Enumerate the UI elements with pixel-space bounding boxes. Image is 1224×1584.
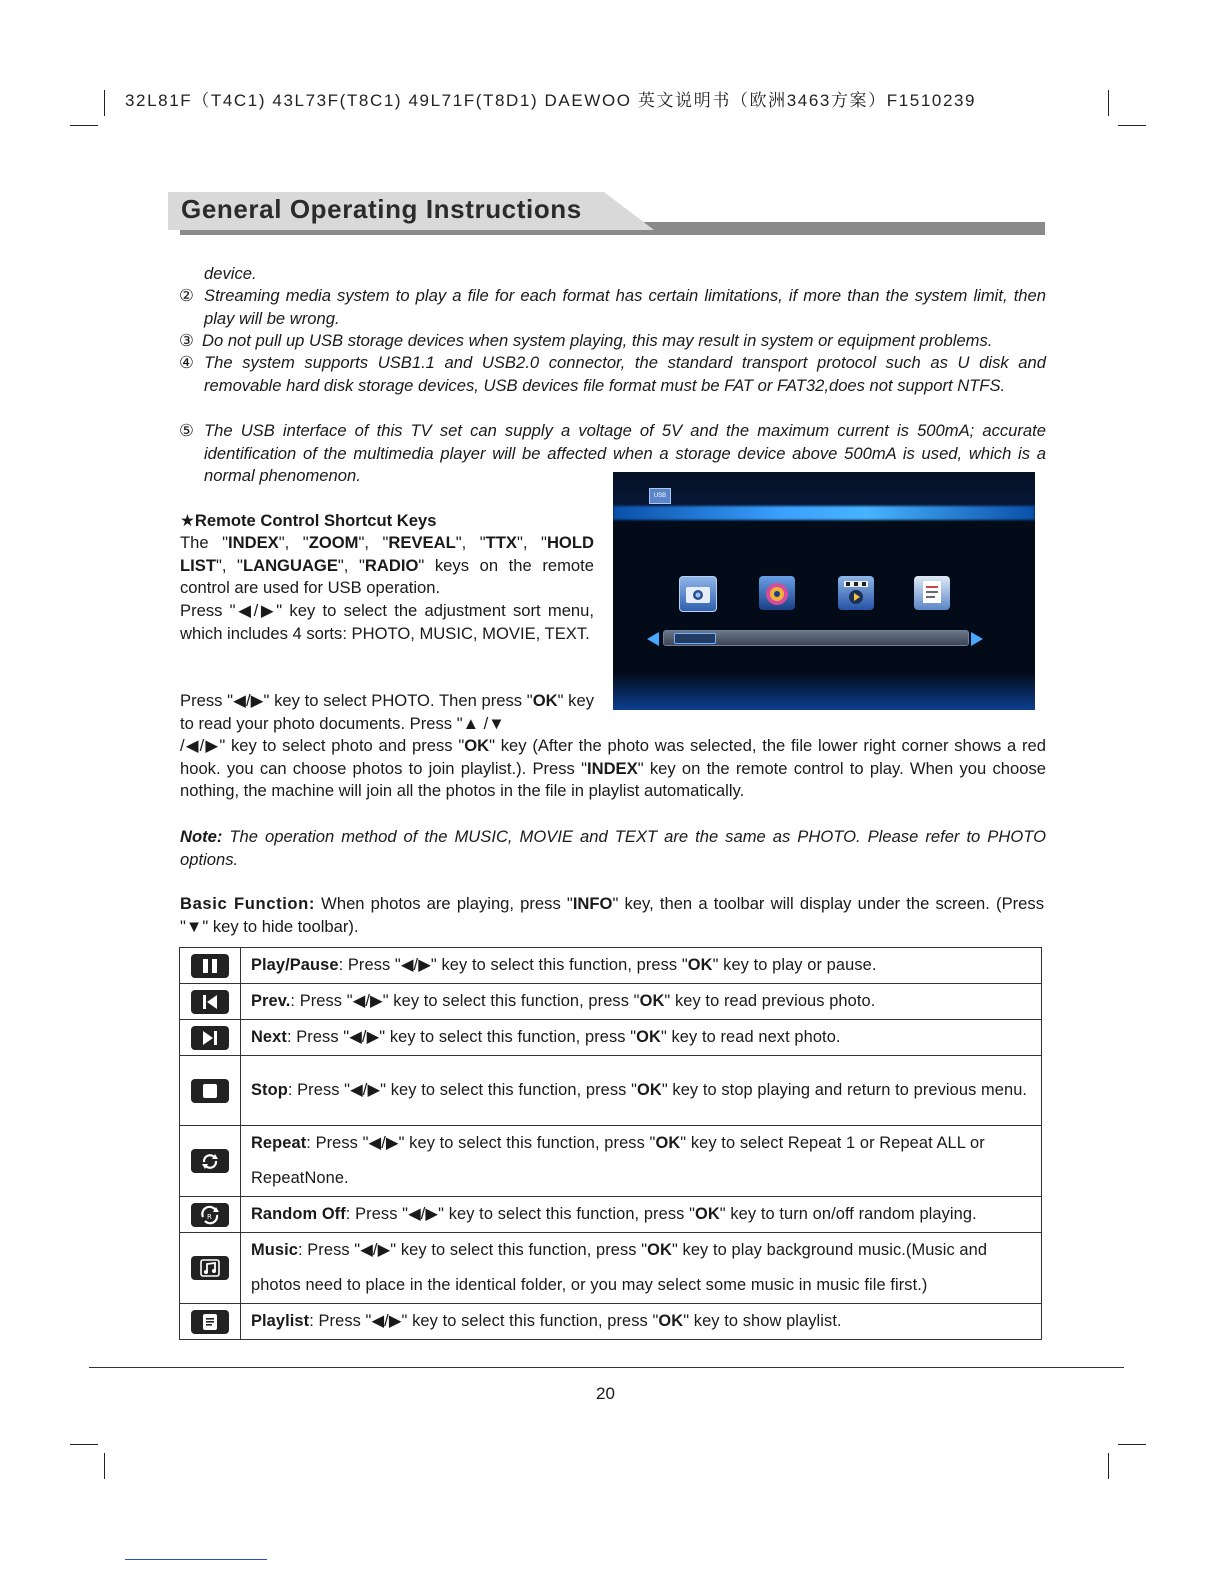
shortcut-paragraph-2: Press "◀/▶" key to select the adjustment sort menu, which includes 4 sorts: PHOTO, MUSIC, MOVIE, TEXT. [180, 601, 594, 643]
footer-rule [89, 1367, 1124, 1368]
crop-mark-top-right-h [1118, 125, 1146, 126]
shortcut-paragraph-3a: Press "◀/▶" key to select PHOTO. Then press "OK" key to read your photo documents. Press "▲ /▼ [180, 691, 594, 733]
basic-function-label: Basic Function: [180, 894, 316, 913]
random-icon [191, 1203, 229, 1227]
prev-icon [191, 990, 229, 1014]
note-text: Streaming media system to play a file for each format has certain limitations, if more than the system limit, then play will be wrong. [204, 286, 1046, 328]
document-header: 32L81F（T4C1) 43L73F(T8C1) 49L71F(T8D1) DAEWOO 英文说明书（欧洲3463方案）F1510239 [125, 91, 977, 110]
decorative-blue-line [125, 1559, 267, 1560]
note-number: ⑤ [179, 421, 194, 440]
basic-function-paragraph: Basic Function: When photos are playing, press "INFO" key, then a toolbar will display under the screen. (Press "▼" key to hide toolbar). [180, 894, 1044, 936]
photo-icon [679, 576, 717, 612]
playlist-icon [191, 1310, 229, 1334]
crop-mark-bottom-right-v [1108, 1453, 1109, 1479]
note-item-2 [179, 285, 1046, 330]
next-icon [191, 1026, 229, 1050]
movie-icon [838, 576, 874, 610]
text-icon [914, 576, 950, 610]
note-number: ④ [179, 353, 194, 372]
note-label: Note: [180, 827, 223, 846]
table-row: Play/Pause: Press "◀/▶" key to select this function, press "OK" key to play or pause. [180, 948, 1042, 984]
tv-right-arrow-icon [971, 632, 983, 646]
note-item-4 [179, 352, 1046, 397]
tv-left-arrow-icon [647, 632, 659, 646]
shortcut-paragraph-1: The "INDEX", "ZOOM", "REVEAL", "TTX", "HOLD LIST", "LANGUAGE", "RADIO" keys on the remote control are used for USB operation. [180, 533, 594, 597]
page-number: 20 [596, 1384, 615, 1403]
repeat-icon [191, 1149, 229, 1173]
tv-bottom-glow [613, 672, 1035, 710]
table-row: Playlist: Press "◀/▶" key to select this function, press "OK" key to show playlist. [180, 1304, 1042, 1340]
tv-media-menu-screenshot [613, 472, 1035, 710]
table-row: R Random Off: Press "◀/▶" key to select this function, press "OK" key to turn on/off random playing. [180, 1197, 1042, 1233]
crop-mark-bottom-left-v [104, 1453, 105, 1479]
crop-mark-bottom-left-h [70, 1444, 98, 1445]
function-table [179, 947, 1042, 1340]
stop-icon [191, 1079, 229, 1103]
tv-selection-thumb [674, 633, 716, 644]
shortcut-paragraph-3b: /◀/▶" key to select photo and press "OK" key (After the photo was selected, the file lower right corner shows a red hook. you can choose photos to join playlist.). Press "INDEX" key on the remote control to play. When you choose nothing, the machine will join all the photos in the file in playlist automatically. [180, 736, 1047, 800]
tv-glow-bar [613, 506, 1035, 520]
table-row: Prev.: Press "◀/▶" key to select this function, press "OK" key to read previous photo. [180, 984, 1042, 1020]
note-text: The system supports USB1.1 and USB2.0 connector, the standard transport protocol such as U disk and removable hard disk storage devices, USB devices file format must be FAT or FAT32,does not support NTFS. [204, 353, 1046, 395]
usb-icon: USB [649, 488, 671, 504]
note-number: ② [179, 286, 194, 305]
note-number: ③ [179, 331, 194, 350]
table-row: Stop: Press "◀/▶" key to select this function, press "OK" key to stop playing and return to previous menu. [180, 1056, 1042, 1126]
pause-icon [191, 954, 229, 978]
note-item-3 [179, 330, 1046, 353]
music-icon [759, 576, 795, 610]
table-row: Repeat: Press "◀/▶" key to select this function, press "OK" key to select Repeat 1 or Repeat ALL or RepeatNone. [180, 1126, 1042, 1197]
section-title: General Operating Instructions [181, 194, 582, 224]
note-text: The USB interface of this TV set can supply a voltage of 5V and the maximum current is 500mA; accurate identification of the multimedia player will be affected when a storage device above 500mA is used, which is a normal phenomenon. [204, 421, 1046, 485]
note-paragraph: Note: The operation method of the MUSIC, MOVIE and TEXT are the same as PHOTO. Please refer to PHOTO options. [180, 827, 1046, 869]
table-row: Next: Press "◀/▶" key to select this function, press "OK" key to read next photo. [180, 1020, 1042, 1056]
crop-mark-top-left-v [104, 90, 105, 116]
crop-mark-top-right-v [1108, 90, 1109, 116]
crop-mark-bottom-right-h [1118, 1444, 1146, 1445]
note-text: Do not pull up USB storage devices when system playing, this may result in system or equipment problems. [202, 331, 993, 350]
music-note-icon [191, 1256, 229, 1280]
svg-text:R: R [207, 1212, 212, 1221]
tv-selection-bar [663, 630, 969, 646]
shortcut-heading: ★Remote Control Shortcut Keys [180, 511, 437, 530]
crop-mark-top-left-h [70, 125, 98, 126]
note-continuation: device. [204, 264, 257, 283]
section-banner [168, 192, 1046, 236]
table-row: Music: Press "◀/▶" key to select this function, press "OK" key to play background music.(Music and photos need to place in the identical folder, or you may select some music in music file first.) [180, 1233, 1042, 1304]
